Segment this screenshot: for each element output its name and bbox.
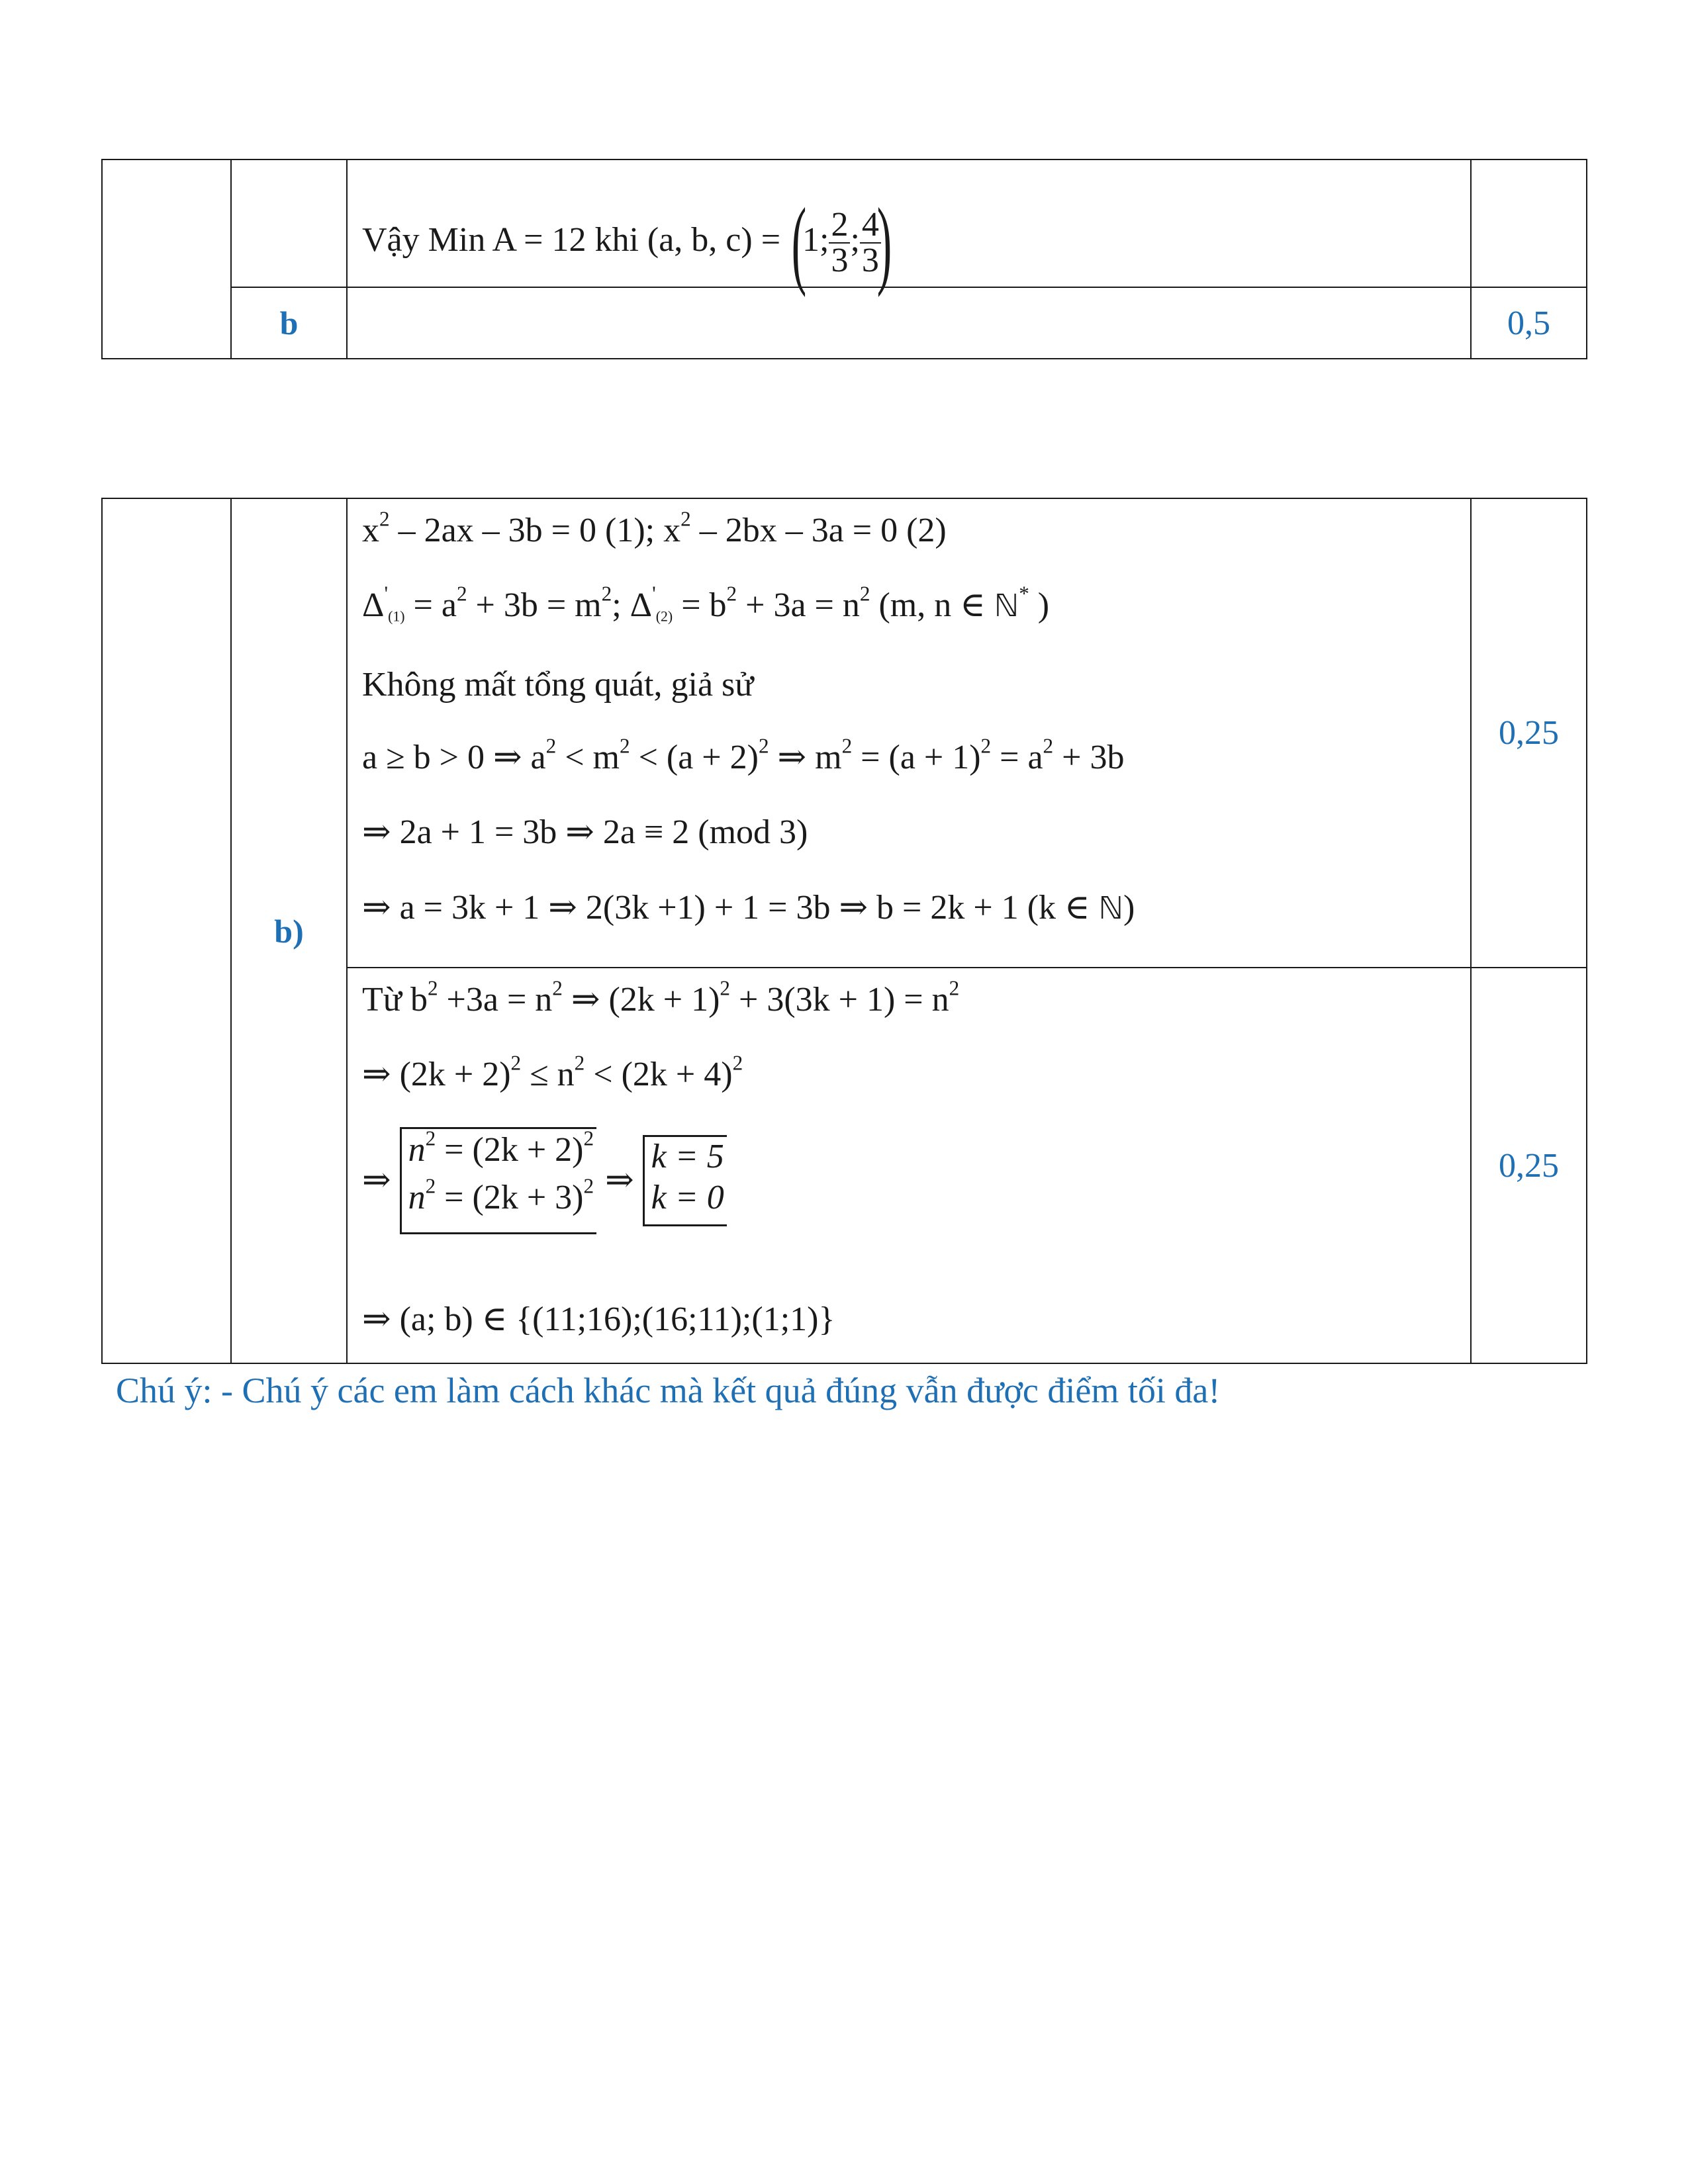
part-label-b: b bbox=[231, 287, 347, 359]
equations-line: $x^2 - 2ax - 3b = 0$ (1); $x^2 - 2bx - 3a = 0$ (2) bbox=[362, 507, 947, 549]
solution-cell-empty bbox=[347, 287, 1471, 359]
score-block-2: 0,25 bbox=[1471, 968, 1587, 1363]
part-label-b-paren: b) bbox=[231, 498, 347, 1363]
fraction-2-3: $\frac{2}{3}$ bbox=[829, 208, 850, 278]
score-block-1: 0,25 bbox=[1471, 498, 1587, 968]
answer-table-top bbox=[101, 159, 1587, 359]
inequality-line: a ≥ b > 0 ⇒ $a^2 < m^2 < (a + 2)^2$ ⇒ $m^2 = (a + 1)^2 = a^2 + 3b$ bbox=[362, 734, 1125, 776]
min-conclusion: Vậy Min A = 12 khi (a, b, c) = (1; $\frac{2}{3}$ ; $\frac{4}{3}$ ) bbox=[362, 188, 892, 298]
from-line: Từ $b^2 +3a = n^2$ ⇒ $(2k + 1)^2 + 3(3k + 1) = n^2$ bbox=[362, 976, 960, 1019]
k-substitution-line: ⇒ a = 3k + 1 ⇒ 2(3k +1) + 1 = 3b ⇒ b = 2k + 1 (k ∈ ℕ) bbox=[362, 889, 1135, 927]
footnote: Chú ý: - Chú ý các em làm cách khác mà kết quả đúng vẫn được điểm tối đa! bbox=[116, 1371, 1221, 1410]
mod-line: ⇒ 2a + 1 = 3b ⇒ 2a ≡ 2 (mod 3) bbox=[362, 813, 808, 851]
question-cell bbox=[102, 159, 231, 359]
solution-cell bbox=[347, 159, 1471, 298]
tuple-first: 1; bbox=[802, 220, 829, 259]
solution-block-2 bbox=[347, 968, 1471, 1363]
min-text: Vậy Min A = 12 khi (a, b, c) = bbox=[362, 220, 790, 259]
fraction-4-3: $\frac{4}{3}$ bbox=[860, 208, 881, 278]
case-bracket-n: $n^2 = (2k + 2)^2$ $n^2 = (2k + 3)^2$ bbox=[400, 1127, 596, 1234]
case-line: ⇒ $n^2 = (2k + 2)^2$ $n^2 = (2k + 3)^2$ ⇒ k = 5 k = 0 bbox=[362, 1127, 727, 1234]
result-line: ⇒ (a; b) ∈ {(11;16);(16;11);(1;1)} bbox=[362, 1300, 835, 1338]
part-cell bbox=[231, 159, 347, 287]
wlog-line: Không mất tổng quát, giả sử bbox=[362, 666, 754, 704]
discriminant-line: $\Delta'_{(1)} = a^2 + 3b = m^2$; $\Delta'_{(2)} = b^2 + 3a = n^2$ (m, n ∈ ℕ* ) bbox=[362, 582, 1050, 625]
score-0-5: 0,5 bbox=[1471, 287, 1587, 359]
score-cell bbox=[1471, 159, 1587, 287]
question-cell bbox=[102, 498, 231, 1363]
tuple-sep: ; bbox=[850, 220, 860, 259]
bound-line: ⇒ $(2k + 2)^2 \le n^2 < (2k + 4)^2$ bbox=[362, 1051, 743, 1093]
case-bracket-k: k = 5 k = 0 bbox=[643, 1135, 727, 1226]
solution-block-1 bbox=[347, 498, 1471, 968]
answer-table-bottom bbox=[101, 498, 1587, 1364]
